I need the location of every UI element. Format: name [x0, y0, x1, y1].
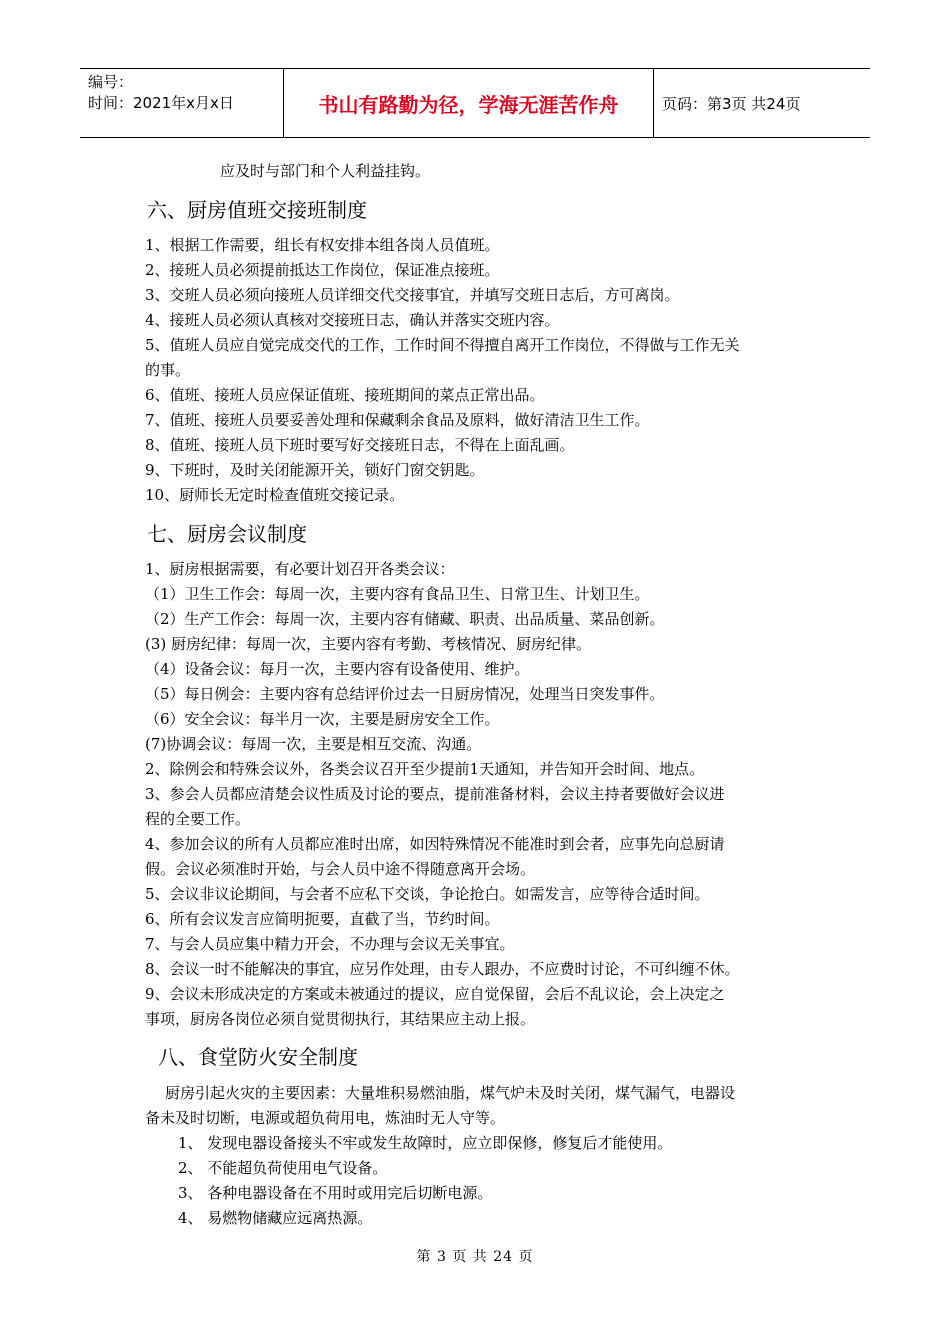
list-item: 的事。: [145, 361, 191, 379]
header-meta: [80, 69, 284, 137]
list-item: 8、值班、接班人员下班时要写好交接班日志，不得在上面乱画。: [145, 436, 575, 454]
intro-line: 应及时与部门和个人利益挂钩。: [220, 162, 431, 180]
list-item: 9、会议未形成决定的方案或未被通过的提议，应自觉保留，会后不乱议论，会上决定之: [145, 985, 725, 1003]
list-item: 3、 各种电器设备在不用时或用完后切断电源。: [178, 1184, 493, 1202]
list-item: （5）每日例会：主要内容有总结评价过去一日厨房情况，处理当日突发事件。: [145, 685, 665, 703]
list-item: 6、值班、接班人员应保证值班、接班期间的菜点正常出品。: [145, 386, 545, 404]
list-item: 4、接班人员必须认真核对交接班日志，确认并落实交班内容。: [145, 311, 560, 329]
list-item: 7、与会人员应集中精力开会，不办理与会议无关事宜。: [145, 935, 515, 953]
list-item: （6）安全会议：每半月一次，主要是厨房安全工作。: [145, 710, 500, 728]
list-item: 假。会议必须准时开始，与会人员中途不得随意离开会场。: [145, 860, 536, 878]
document-number: 编号：: [88, 73, 134, 91]
header-motto: 书山有路勤为径，学海无涯苦作舟: [284, 69, 654, 137]
list-item: 7、值班、接班人员要妥善处理和保藏剩余食品及原料，做好清洁卫生工作。: [145, 411, 650, 429]
list-item: 3、交班人员必须向接班人员详细交代交接事宜，并填写交班日志后，方可离岗。: [145, 286, 680, 304]
list-item: 1、根据工作需要，组长有权安排本组各岗人员值班。: [145, 236, 500, 254]
list-item: 程的全要工作。: [145, 810, 251, 828]
list-item: 4、 易燃物储藏应远离热源。: [178, 1209, 373, 1227]
list-item: (3) 厨房纪律：每周一次，主要内容有考勤、考核情况、厨房纪律。: [145, 635, 592, 653]
list-item: （1）卫生工作会：每周一次，主要内容有食品卫生、日常卫生、计划卫生。: [145, 585, 650, 603]
list-item: (7)协调会议：每周一次，主要是相互交流、沟通。: [145, 735, 482, 753]
list-item: 备未及时切断，电源或超负荷用电，炼油时无人守等。: [145, 1109, 506, 1127]
list-item: 4、参加会议的所有人员都应准时出席，如因特殊情况不能准时到会者，应事先向总厨请: [145, 835, 725, 853]
list-item: 9、下班时，及时关闭能源开关，锁好门窗交钥匙。: [145, 461, 485, 479]
list-item: 1、厨房根据需要，有必要计划召开各类会议：: [145, 560, 455, 578]
list-item: 5、值班人员应自觉完成交代的工作，工作时间不得擅自离开工作岗位，不得做与工作无关: [145, 336, 740, 354]
list-item: 事项，厨房各岗位必须自觉贯彻执行，其结果应主动上报。: [145, 1010, 536, 1028]
list-item: （4）设备会议：每月一次，主要内容有设备使用、维护。: [145, 660, 530, 678]
header-table: [80, 68, 870, 138]
section-6-title: 六、厨房值班交接班制度: [147, 198, 367, 222]
list-item: 2、接班人员必须提前抵达工作岗位，保证准点接班。: [145, 261, 500, 279]
list-item: 1、 发现电器设备接头不牢或发生故障时，应立即保修，修复后才能使用。: [178, 1134, 673, 1152]
list-item: 2、 不能超负荷使用电气设备。: [178, 1159, 388, 1177]
section-7-title: 七、厨房会议制度: [147, 522, 307, 546]
section-8-title: 八、食堂防火安全制度: [158, 1045, 358, 1069]
list-item: 8、会议一时不能解决的事宜，应另作处理，由专人跟办，不应费时讨论，不可纠缠不休。: [145, 960, 740, 978]
list-item: 5、会议非议论期间，与会者不应私下交谈，争论抢白。如需发言，应等待合适时间。: [145, 885, 710, 903]
list-item: （2）生产工作会：每周一次，主要内容有储藏、职责、出品质量、菜品创新。: [145, 610, 665, 628]
list-item: 10、厨师长无定时检查值班交接记录。: [145, 486, 405, 504]
list-item: 2、除例会和特殊会议外，各类会议召开至少提前1天通知，并告知开会时间、地点。: [145, 760, 705, 778]
document-date: 时间：2021年x月x日: [88, 94, 234, 112]
list-item: 3、参会人员都应清楚会议性质及讨论的要点，提前准备材料，会议主持者要做好会议进: [145, 785, 725, 803]
page-footer: 第 3 页 共 24 页: [416, 1249, 534, 1265]
list-item: 厨房引起火灾的主要因素：大量堆积易燃油脂，煤气炉未及时关闭，煤气漏气，电器设: [165, 1084, 736, 1102]
list-item: 6、所有会议发言应简明扼要，直截了当，节约时间。: [145, 910, 500, 928]
header-page-number: 页码：第3页 共24页: [662, 94, 801, 113]
